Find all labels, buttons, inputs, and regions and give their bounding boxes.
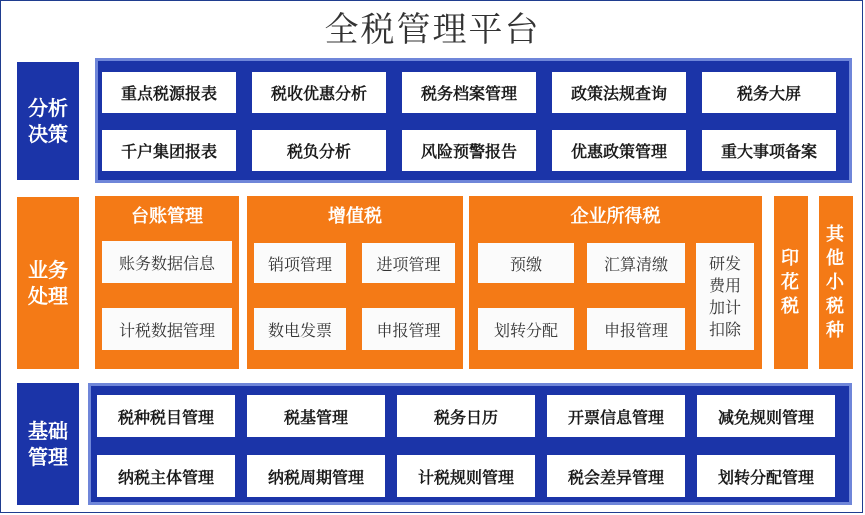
analysis-item-4[interactable]: 政策法规查询 [552,72,686,113]
base-item-7[interactable]: 纳税周期管理 [247,455,385,497]
base-item-5[interactable]: 减免规则管理 [697,395,835,437]
base-item-9[interactable]: 税会差异管理 [547,455,685,497]
cit-prepay[interactable]: 预缴 [478,243,574,283]
base-item-4[interactable]: 开票信息管理 [547,395,685,437]
base-label: 基础管理 [17,383,79,505]
analysis-item-6[interactable]: 千户集团报表 [102,130,236,171]
base-item-3[interactable]: 税务日历 [397,395,535,437]
cit-title: 企业所得税 [570,206,661,227]
stamp-tax[interactable]: 印花税 [774,196,808,369]
analysis-item-1[interactable]: 重点税源报表 [102,72,236,113]
other-taxes[interactable]: 其他小税种 [819,196,853,369]
vat-sales[interactable]: 销项管理 [254,243,346,283]
analysis-item-3[interactable]: 税务档案管理 [402,72,536,113]
analysis-item-5[interactable]: 税务大屏 [702,72,836,113]
cit-allocation[interactable]: 划转分配 [478,308,574,350]
analysis-item-10[interactable]: 重大事项备案 [702,130,836,171]
ledger-item-1[interactable]: 账务数据信息 [102,241,232,283]
base-item-1[interactable]: 税种税目管理 [97,395,235,437]
cit-settlement[interactable]: 汇算清缴 [587,243,685,283]
cit-rnd[interactable]: 研发费用加计扣除 [696,243,754,350]
page-title: 全税管理平台 [324,10,541,50]
ledger-item-2[interactable]: 计税数据管理 [102,308,232,350]
cit-declaration[interactable]: 申报管理 [587,308,685,350]
vat-declaration[interactable]: 申报管理 [362,308,455,350]
analysis-item-7[interactable]: 税负分析 [252,130,386,171]
vat-einvoice[interactable]: 数电发票 [254,308,346,350]
base-item-6[interactable]: 纳税主体管理 [97,455,235,497]
analysis-item-8[interactable]: 风险预警报告 [402,130,536,171]
business-label: 业务处理 [17,197,79,369]
base-item-2[interactable]: 税基管理 [247,395,385,437]
vat-title: 增值税 [328,206,382,227]
base-item-10[interactable]: 划转分配管理 [697,455,835,497]
analysis-item-9[interactable]: 优惠政策管理 [552,130,686,171]
base-item-8[interactable]: 计税规则管理 [397,455,535,497]
analysis-label: 分析决策 [17,62,79,180]
analysis-item-2[interactable]: 税收优惠分析 [252,72,386,113]
vat-input[interactable]: 进项管理 [362,243,455,283]
ledger-title: 台账管理 [131,206,203,227]
